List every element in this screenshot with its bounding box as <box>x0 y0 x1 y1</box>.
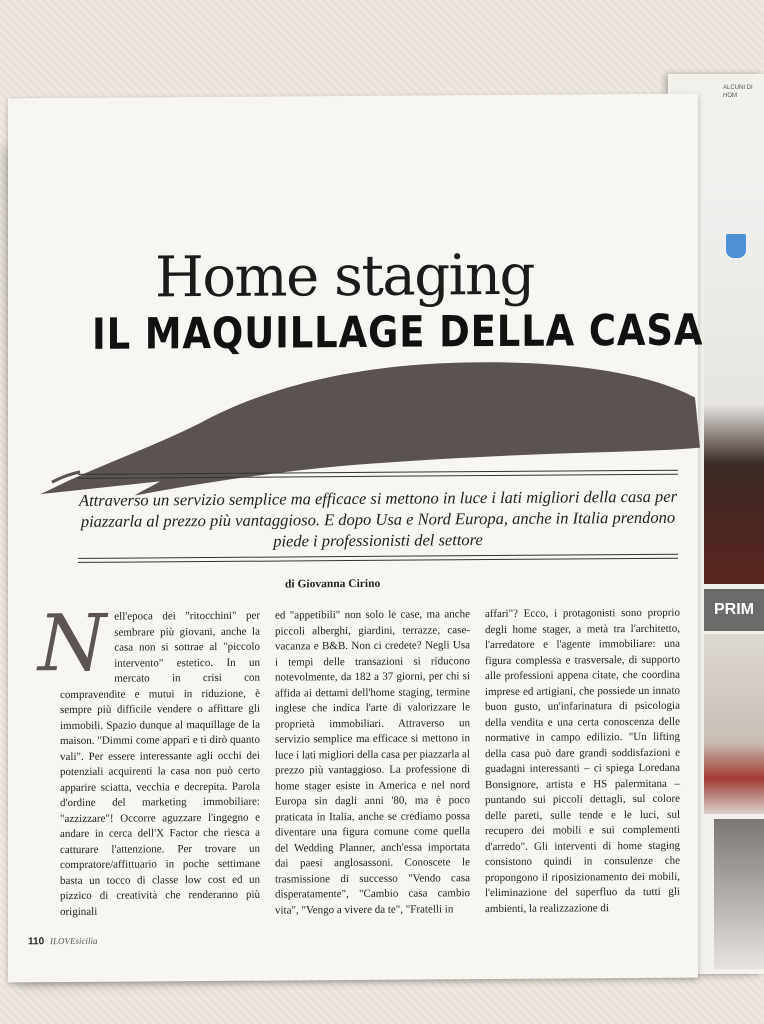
interior-photo-small <box>714 819 764 969</box>
drop-cap: N <box>38 598 107 690</box>
article-column-3: affari"? Ecco, i protagonisti sono proprio degli home stager, a metà tra l'architetto, l'arredatore e l'agente immobiliare: una figura complessa e trasversale, di supporto alle professioni appena citate, che coordina imprese ed artigiani, che possiede un innato buon gusto, un'infarinatura di psicologia della vendita e una certa conoscenza delle normative in campo edilizio. "Un lifting della casa può dare grandi soddisfazioni e guadagni interessanti – ci spiega Loredana Bonsignore, artista e HS palermitana – puntando sui piccoli dettagli, sul colore delle pareti, sulle tende e le luci, sul recupero dei mobili e sui complementi d'arredo". Gli interventi di home staging consistono quindi in consulenze che propongono il riposizionamento dei mobili, l'eliminazione del superfluo da tutti gli ambienti, la realizzazione di <box>485 606 680 915</box>
byline: di Giovanna Cirino <box>285 577 381 591</box>
interior-photo <box>704 634 764 814</box>
lead-paragraph: Attraverso un servizio semplice ma efficace si mettono in luce i lati migliori della casa per piazzarla al prezzo più vantaggioso. E dopo Usa e Nord Europa, anche in Italia prendono piede i professionisti del settore <box>78 486 678 551</box>
page-number: 110 <box>28 936 45 948</box>
lamp-shade <box>726 234 746 258</box>
article-column-1 <box>38 598 260 920</box>
column-1-text: ell'epoca dei "ritocchini" per sembrare più giovani, anche la casa non si sottrae al "piccolo intervento" estetico. In un mercato in crisi con compravendite e mutui in riduzione, è sempre più difficile vendere o affittare gli immobili. Spazio dunque al maquillage de la maison. "Dimmi come appari e ti dirò quanto vali". Per essere interessante agli occhi dei potenziali acquirenti la casa non può certo apparire sciatta, vecchia e decrepita. Parola d'ordine del marketing immobiliare: "azzizzare"! Occorre aguzzare l'ingegno e andare in cerca dell'X Factor che riesca a catturare l'attenzione. Per trovare un compratore/affittuario in poche settimane basta un tocco di classe low cost ed un pizzico di creatività che renderanno più originali <box>60 609 260 918</box>
right-page-top-text: ALCUNI DI HOM <box>723 85 753 99</box>
magazine-logo: ILOVEsicilia <box>50 935 98 947</box>
section-banner: PRIM <box>704 589 764 631</box>
title-line-1: Home staging <box>155 242 534 311</box>
title-line-2: IL MAQUILLAGE DELLA CASA <box>92 305 704 360</box>
bottom-rule-2 <box>78 558 678 563</box>
magazine-page <box>8 94 704 983</box>
article-column-2: ed "appetibili" non solo le case, ma anche piccoli alberghi, giardini, terrazze, case-vacanza e B&B. Non ci credete? Negli Usa i tempi delle transazioni si riducono notevolmente, da 182 a 37 giorni, per chi si affida ai dettami dell'home staging, termine inglese che indica l'arte di valorizzare le proprietà immobiliari. Attraverso un servizio semplice ma efficace si mettono in luce i lati migliori della casa per piazzarla al prezzo più vantaggioso. La professione di home stager esiste in America e nel nord Europa sin dagli anni '80, ma è poco praticata in Italia, anche se crediamo possa diventare una figura comune come quella del Wedding Planner, anch'essa importata dai paesi anglosassoni. Conoscete le trasmissione di successo "Vendo casa disperatamente", "Cambio casa cambio vita", "Vengo a vivere da te", "Fratelli in <box>275 608 470 917</box>
